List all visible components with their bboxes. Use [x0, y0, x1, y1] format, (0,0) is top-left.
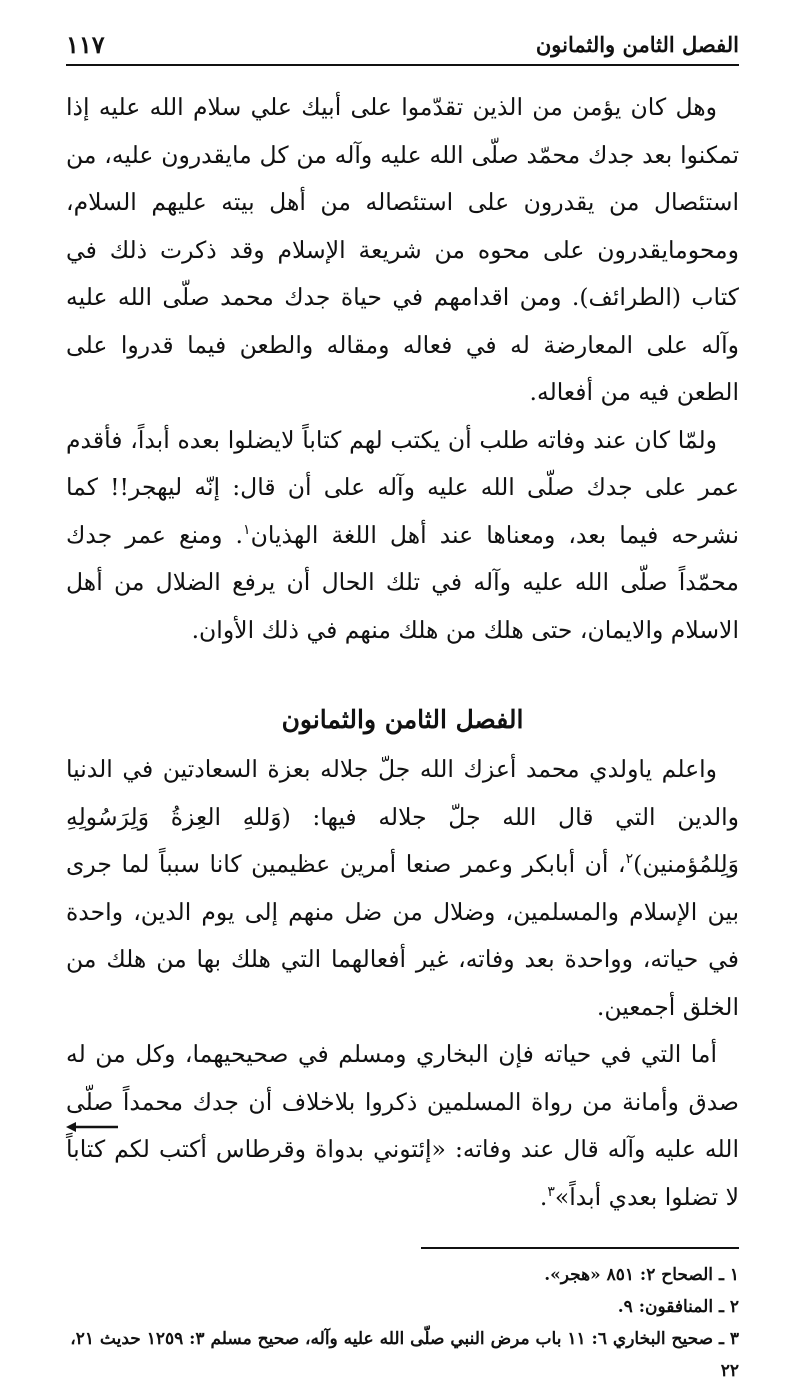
- book-page: [66, 28, 739, 1381]
- paragraph-4-text: أما التي في حياته فإن البخاري ومسلم في صحيحيهما، وكل من له صدق وأمانة من رواة المسلمين ذكروا بلاخلاف أن جدك محمداً صلّى الله عليه وآله قال عند وفاته: «إئتوني بدواة وقرطاس أكتب لكم كتاباً لا تضلوا بعدي أبداً»: [66, 1040, 739, 1211]
- page-number: ١١٧: [66, 30, 105, 59]
- footnote-ref-2: ٢: [625, 851, 634, 868]
- paragraph-2-text: ولمّا كان عند وفاته طلب أن يكتب لهم كتاباً لايضلوا بعده أبداً، فأقدم عمر على جدك صلّى الله عليه وآله على أن قال: إنّه ليهجر!! كما نشرحه فيما بعد، ومعناها عند أهل اللغة الهذيان: [66, 425, 739, 549]
- body-text: [66, 84, 739, 1221]
- paragraph-1: وهل كان يؤمن من الذين تقدّموا على أبيك علي سلام الله عليه إذا تمكنوا بعد جدك محمّد صلّى الله عليه وآله من كل مايقدرون عليه، من استئصال من يقدرون على استئصاله من أهل بيته عليهم السلام، ومحومايقدرون على محوه من شريعة الإسلام وقد ذكرت ذلك في كتاب (الطرائف). ومن اقدامهم في حياة جدك محمد صلّى الله عليه وآله على المعارضة له في فعاله ومقاله والطعن فيما قدروا على الطعن فيه من أفعاله.: [66, 93, 739, 406]
- paragraph-3-tail: ، أن أبابكر وعمر صنعا أمرين عظيمين كانا سبباً لما جرى بين الإسلام والمسلمين، وضلال من ضل منهم إلى يوم الدين، واحدة في حياته، وواحدة بعد وفاته، غير أفعالهما التي هلك بها من هلك من الخلق أجمعين.: [66, 850, 739, 1021]
- footnote-3: ٣ ـ صحيح البخاري ٦: ١١ باب مرض النبي صلّى الله عليه وآله، صحيح مسلم ٣: ١٢٥٩ حديث ٢١، ٢٢: [70, 1329, 739, 1381]
- paragraph-4-tail: .: [539, 1182, 548, 1211]
- paragraph-2: [66, 417, 739, 655]
- paragraph-3: [66, 746, 739, 1031]
- page-header: [66, 28, 739, 66]
- footnote-1: ١ ـ الصحاح ٢: ٨٥١ «هجر».: [544, 1265, 739, 1285]
- section-title: الفصل الثامن والثمانون: [281, 705, 524, 734]
- footnote-ref-1: ١: [243, 521, 251, 538]
- footnote-2: ٢ ـ المنافقون: ٩.: [617, 1297, 739, 1317]
- paragraph-4: [66, 1031, 739, 1221]
- paragraph-2-tail: . ومنع عمر جدك محمّداً صلّى الله عليه وآله في تلك الحال أن يرفع الضلال من أهل الاسلام والايمان، حتى هلك من هلك منهم في ذلك الأوان.: [66, 520, 739, 644]
- footnotes: [66, 1259, 739, 1387]
- footnote-ref-3: ٣: [547, 1183, 555, 1200]
- paragraph-3-text: واعلم ياولدي محمد أعزك الله جلّ جلاله بعزة السعادتين في الدنيا والدين التي قال الله جلّ جلاله فيها: (وَللهِ العِزةُ وَلِرَسُولِهِ وَلِلمُؤمنين): [66, 755, 739, 878]
- continue-arrow-icon: [66, 1120, 118, 1134]
- running-title: الفصل الثامن والثمانون: [535, 32, 739, 57]
- footnote-divider: [421, 1247, 739, 1249]
